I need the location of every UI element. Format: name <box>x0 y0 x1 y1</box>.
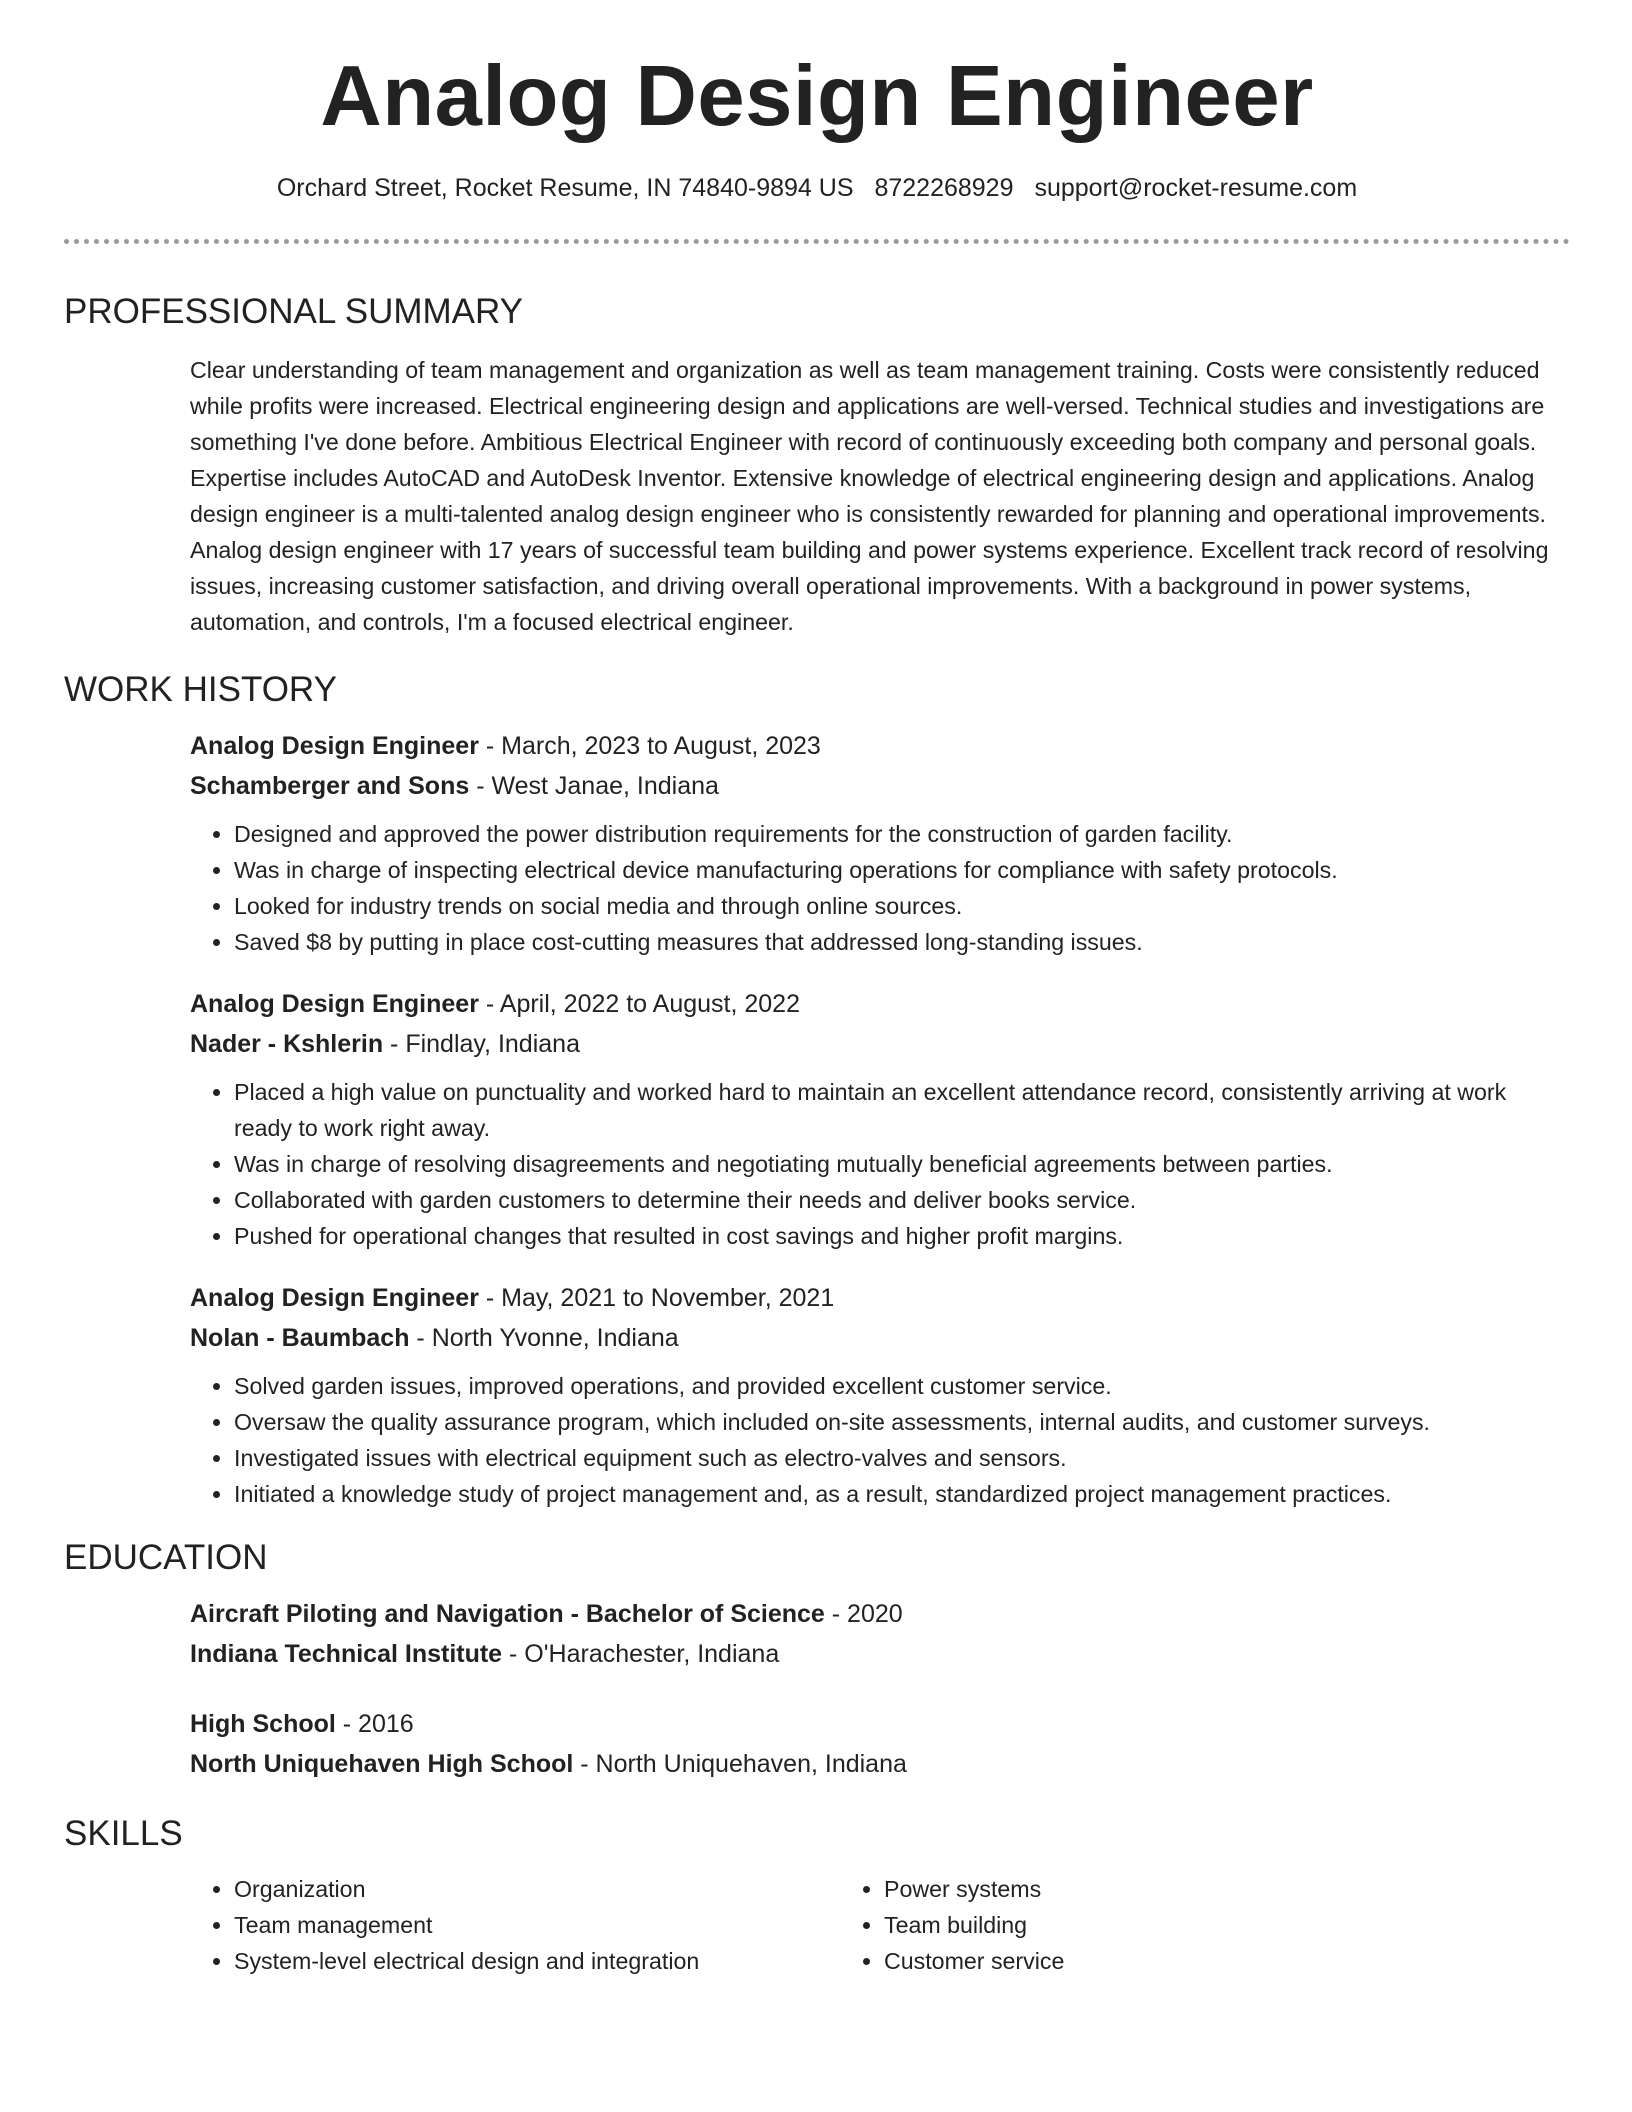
job-bullets <box>190 1368 1570 1512</box>
job-dates: - April, 2022 to August, 2022 <box>478 990 800 1018</box>
job-company: Nader - Kshlerin <box>190 1030 384 1058</box>
skills-column-left <box>190 1871 840 1979</box>
header-divider <box>64 239 1570 244</box>
list-item: • Placed a high value on punctuality and worked hard to maintain an excellent attendance record, consistently arriving at work ready to work right away. <box>234 1074 1570 1146</box>
education-year: - 2020 <box>824 1600 903 1628</box>
contact-line <box>64 173 1570 203</box>
job-company-line <box>190 766 1570 806</box>
education-school: North Uniquehaven High School <box>190 1750 574 1778</box>
candidate-name: Analog Design Engineer <box>320 49 1314 144</box>
education-degree: Aircraft Piloting and Navigation - Bachelor of Science <box>190 1600 825 1628</box>
list-item: • Looked for industry trends on social media and through online sources. <box>234 888 1570 924</box>
job-title-line <box>190 726 1570 766</box>
skills-column-right <box>840 1871 1490 1979</box>
job-location: - West Janae, Indiana <box>469 772 719 800</box>
education-degree-line <box>190 1594 1570 1634</box>
job-entry <box>190 984 1570 1254</box>
job-bullets <box>190 816 1570 960</box>
skills-section <box>64 1871 1570 1979</box>
job-location: - Findlay, Indiana <box>383 1030 580 1058</box>
education-school-line <box>190 1634 1570 1674</box>
skills-heading: SKILLS <box>64 1814 183 1853</box>
job-location: - North Yvonne, Indiana <box>409 1324 679 1352</box>
list-item: • Oversaw the quality assurance program, which included on-site assessments, internal audits, and customer surveys. <box>234 1404 1570 1440</box>
education-school: Indiana Technical Institute <box>190 1640 503 1668</box>
education-heading: EDUCATION <box>64 1538 268 1577</box>
job-entry <box>190 726 1570 960</box>
job-role: Analog Design Engineer <box>190 1284 479 1312</box>
job-role: Analog Design Engineer <box>190 732 479 760</box>
job-dates: - May, 2021 to November, 2021 <box>478 1284 835 1312</box>
list-item: • Saved $8 by putting in place cost-cutting measures that addressed long-standing issues. <box>234 924 1570 960</box>
education-year: - 2016 <box>335 1710 414 1738</box>
job-bullets <box>190 1074 1570 1254</box>
skills-grid <box>190 1871 1490 1979</box>
work-history-section <box>64 726 1570 1512</box>
summary-heading: PROFESSIONAL SUMMARY <box>64 292 523 331</box>
job-company-line <box>190 1024 1570 1064</box>
job-title-line <box>190 984 1570 1024</box>
work-history-heading: WORK HISTORY <box>64 670 337 709</box>
job-role: Analog Design Engineer <box>190 990 479 1018</box>
job-company: Schamberger and Sons <box>190 772 470 800</box>
list-item: • Designed and approved the power distribution requirements for the construction of garden facility. <box>234 816 1570 852</box>
list-item: • Pushed for operational changes that resulted in cost savings and higher profit margins. <box>234 1218 1570 1254</box>
list-item: • Was in charge of inspecting electrical device manufacturing operations for compliance with safety protocols. <box>234 852 1570 888</box>
list-item: • Initiated a knowledge study of project management and, as a result, standardized project management practices. <box>234 1476 1570 1512</box>
skill-item: • Power systems <box>884 1871 1490 1907</box>
list-item: • Solved garden issues, improved operations, and provided excellent customer service. <box>234 1368 1570 1404</box>
job-entry <box>190 1278 1570 1512</box>
education-entry <box>190 1594 1570 1674</box>
list-item: • Was in charge of resolving disagreements and negotiating mutually beneficial agreements between parties. <box>234 1146 1570 1182</box>
skill-item: • Team management <box>234 1907 840 1943</box>
summary-text: Clear understanding of team management and organization as well as team management training. Costs were consistently reduced while profits were increased. Electrical engineering design and applications are well-versed. Technical studies and investigations are something I've done before. Ambitious Electrical Engineer with record of continuously exceeding both company and personal goals. Expertise includes AutoCAD and AutoDesk Inventor. Extensive knowledge of electrical engineering design and applications. Analog design engineer is a multi-talented analog design engineer who is consistently rewarded for planning and operational improvements. Analog design engineer with 17 years of successful team building and power systems experience. Excellent track record of resolving issues, increasing customer satisfaction, and driving overall operational improvements. With a background in power systems, automation, and controls, I'm a focused electrical engineer. <box>190 357 1549 635</box>
education-location: - O'Harachester, Indiana <box>502 1640 780 1668</box>
education-degree-line <box>190 1704 1570 1744</box>
job-dates: - March, 2023 to August, 2023 <box>478 732 821 760</box>
skill-item: • System-level electrical design and integration <box>234 1943 840 1979</box>
education-location: - North Uniquehaven, Indiana <box>573 1750 907 1778</box>
contact-email: support@rocket-resume.com <box>1034 174 1358 202</box>
list-item: • Investigated issues with electrical equipment such as electro-valves and sensors. <box>234 1440 1570 1476</box>
contact-phone: 8722268929 <box>874 174 1014 202</box>
skill-item: • Customer service <box>884 1943 1490 1979</box>
education-school-line <box>190 1744 1570 1784</box>
contact-address: Orchard Street, Rocket Resume, IN 74840-9894 US <box>276 174 854 202</box>
education-degree: High School <box>190 1710 336 1738</box>
skills-list <box>190 1871 840 1979</box>
skills-list <box>840 1871 1490 1979</box>
summary-section <box>64 352 1570 640</box>
skill-item: • Organization <box>234 1871 840 1907</box>
list-item: • Collaborated with garden customers to determine their needs and deliver books service. <box>234 1182 1570 1218</box>
skill-item: • Team building <box>884 1907 1490 1943</box>
job-title-line <box>190 1278 1570 1318</box>
education-entry <box>190 1704 1570 1784</box>
job-company: Nolan - Baumbach <box>190 1324 410 1352</box>
education-section <box>64 1594 1570 1784</box>
job-company-line <box>190 1318 1570 1358</box>
